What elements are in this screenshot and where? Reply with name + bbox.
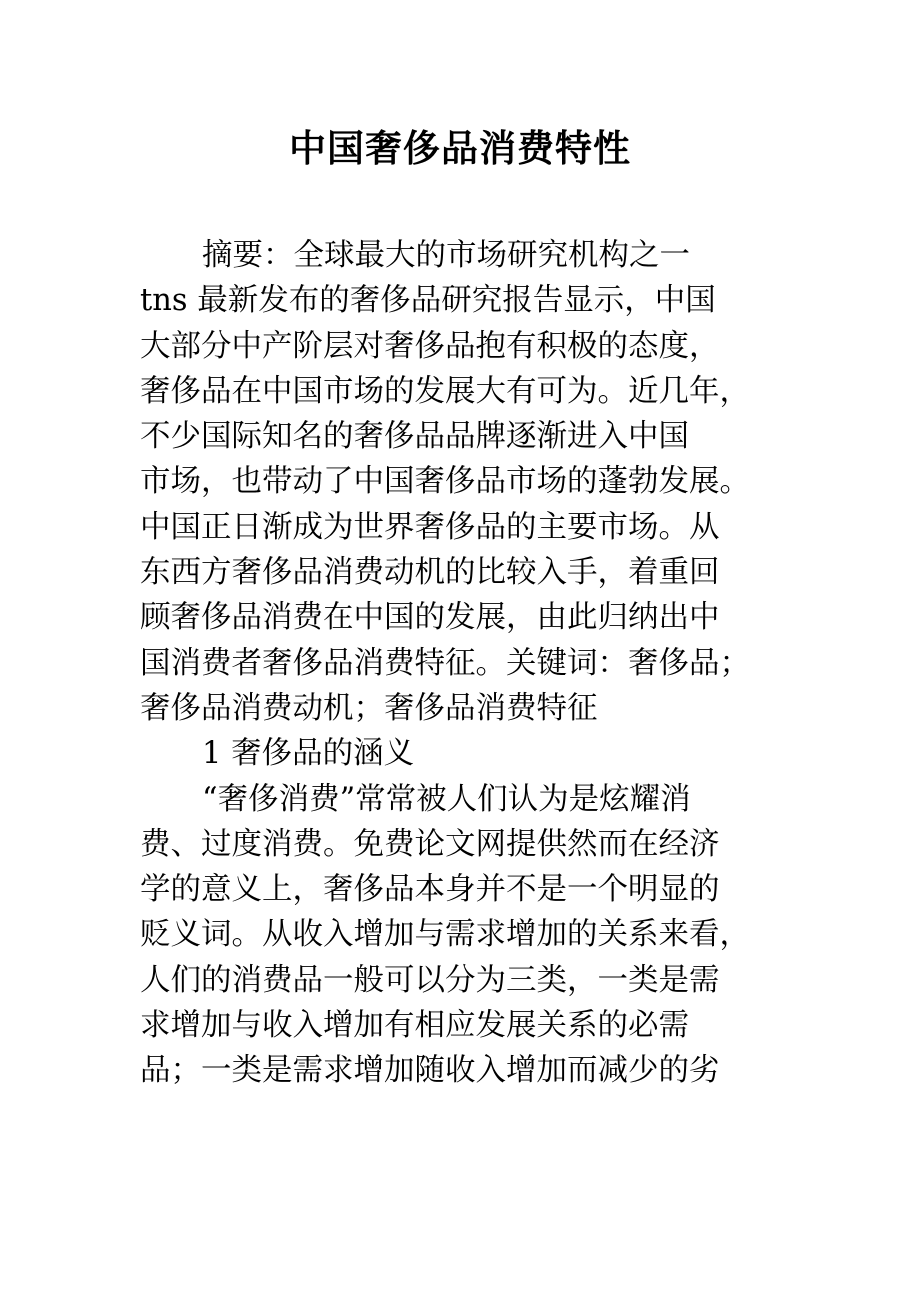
- abstract-line: 中国正日渐成为世界奢侈品的主要市场。从: [140, 509, 720, 545]
- body-text: [140, 233, 790, 1094]
- paragraph-line: 费、过度消费。免费论文网提供然而在经济: [140, 826, 720, 862]
- abstract-line: 市场，也带动了中国奢侈品市场的蓬勃发展。: [140, 464, 750, 500]
- keywords-line: 奢侈品消费动机；奢侈品消费特征: [140, 690, 598, 726]
- paragraph-line: 求增加与收入增加有相应发展关系的必需: [140, 1008, 689, 1044]
- abstract-line: 摘要：全球最大的市场研究机构之一: [202, 238, 690, 273]
- abstract-line: 大部分中产阶层对奢侈品抱有积极的态度，: [140, 328, 720, 364]
- abstract-line: 不少国际知名的奢侈品品牌逐渐进入中国: [140, 419, 689, 455]
- abstract-line: tns 最新发布的奢侈品研究报告显示，中国: [140, 283, 716, 319]
- abstract-line: 顾奢侈品消费在中国的发展，由此归纳出中: [140, 600, 720, 636]
- paragraph-line: 贬义词。从收入增加与需求增加的关系来看，: [140, 917, 750, 953]
- paragraph-line: 人们的消费品一般可以分为三类，一类是需: [140, 962, 720, 998]
- paragraph-line: 品；一类是需求增加随收入增加而减少的劣: [140, 1053, 720, 1089]
- abstract-line: 东西方奢侈品消费动机的比较入手，着重回: [140, 555, 720, 591]
- page-title: 中国奢侈品消费特性: [289, 126, 631, 170]
- paragraph-line: 学的意义上，奢侈品本身并不是一个明显的: [140, 872, 720, 908]
- section-heading: 1 奢侈品的涵义: [202, 736, 415, 772]
- abstract-line: 奢侈品在中国市场的发展大有可为。近几年，: [140, 373, 750, 409]
- keywords-line: 国消费者奢侈品消费特征。关键词：奢侈品；: [140, 645, 750, 681]
- paragraph-line: “奢侈消费”常常被人们认为是炫耀消: [202, 781, 691, 817]
